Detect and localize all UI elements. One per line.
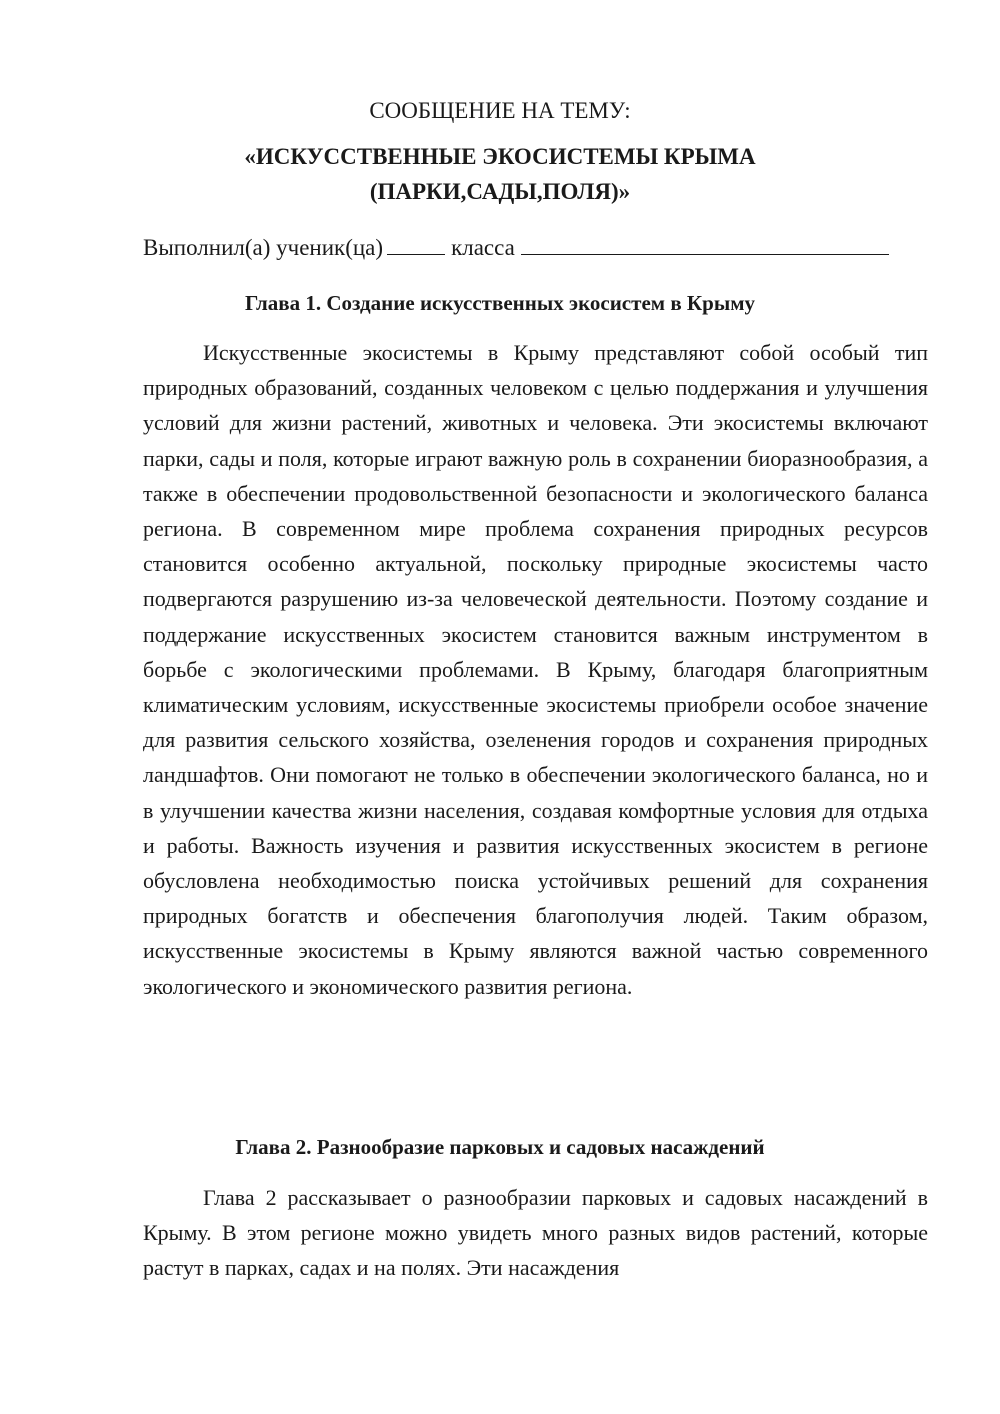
byline bbox=[143, 232, 933, 263]
grade-blank-line bbox=[387, 232, 445, 255]
byline-class-word: класса bbox=[451, 235, 515, 260]
title-line-2: «ИСКУССТВЕННЫЕ ЭКОСИСТЕМЫ КРЫМА bbox=[244, 144, 756, 169]
title-line-3: (ПАРКИ,САДЫ,ПОЛЯ)» bbox=[369, 179, 631, 204]
chapter-1-heading: Глава 1. Создание искусственных экосистем в Крыму bbox=[244, 291, 756, 315]
chapter-1-paragraph: Искусственные экосистемы в Крыму представляют собой особый тип природных образований, созданных человеком с целью поддержания и улучшения условий для жизни растений, животных и человека. Эти экосистемы включают парки, сады и поля, которые играют важную роль в сохранении биоразнообразия, а также в обеспечении продовольственной безопасности и экологического баланса региона. В современном мире проблема сохранения природных ресурсов становится особенно актуальной, поскольку природные экосистемы часто подвергаются разрушению из-за человеческой деятельности. Поэтому создание и поддержание искусственных экосистем становится важным инструментом в борьбе с экологическими проблемами. В Крыму, благодаря благоприятным климатическим условиям, искусственные экосистемы приобрели особое значение для развития сельского хозяйства, озеленения городов и сохранения природных ландшафтов. Они помогают не только в обеспечении экологического баланса, но и в улучшении качества жизни населения, создавая комфортные условия для отдыха и работы. Важность изучения и развития искусственных экосистем в регионе обусловлена необходимостью поиска устойчивых решений для сохранения природных богатств и обеспечения благополучия людей. Таким образом, искусственные экосистемы в Крыму являются важной частью современного экологического и экономического развития региона. bbox=[143, 340, 928, 999]
chapter-2-heading: Глава 2. Разнообразие парковых и садовых насаждений bbox=[235, 1135, 765, 1159]
chapter-2-paragraph: Глава 2 рассказывает о разнообразии парковых и садовых насаждений в Крыму. В этом регионе можно увидеть много разных видов растений, которые растут в парках, садах и на полях. Эти насаждения bbox=[143, 1185, 928, 1281]
byline-prefix: Выполнил(а) ученик(ца) bbox=[143, 235, 384, 260]
title-line-1: СООБЩЕНИЕ НА ТЕМУ: bbox=[369, 98, 631, 123]
name-blank-line bbox=[521, 232, 889, 255]
